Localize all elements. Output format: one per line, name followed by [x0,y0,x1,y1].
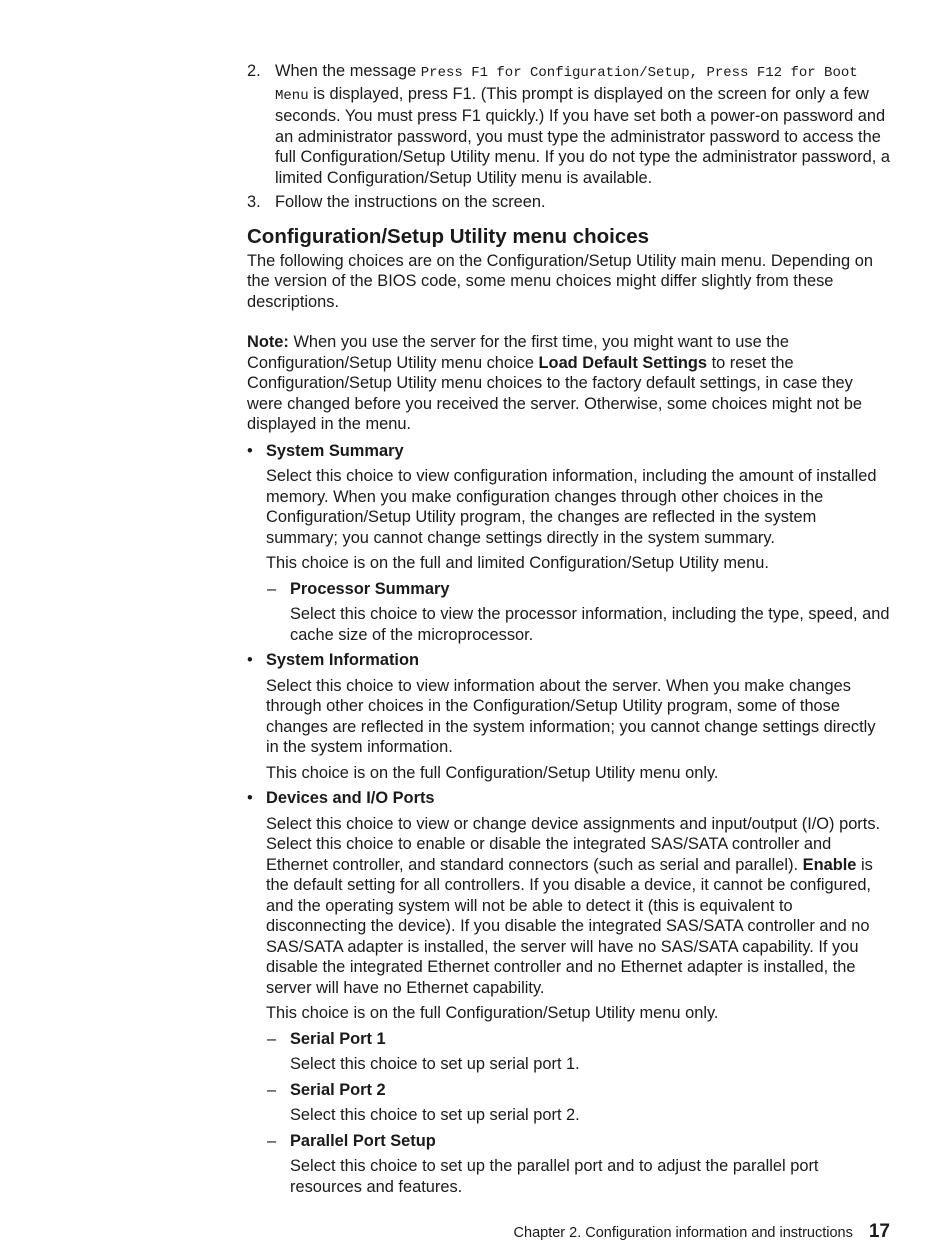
dash-marker: – [267,1131,277,1150]
devices-text-continued: is the default setting for all controllers. If you disable a device, it cannot be configured, and the operating system will not be able to detect it (this is equivalent to disconnecting the device). If you disable the integrated SAS/SATA controller and no SAS/SATA adapter is installed, the server will have no SAS/SATA capability. If you disable the integrated Ethernet controller and no Ethernet adapter is installed, the server will have no Ethernet capability. [266,855,873,997]
menu-item-devices-io-ports [247,788,892,809]
note-text-continued: to reset the Configuration/Setup Utility menu choices to the factory default settings, in case they were changed before you received the server. Otherwise, some choices might not be displayed in the menu. [247,353,862,433]
note-label: Note: [247,333,289,351]
devices-availability: This choice is on the full Configuration/Setup Utility menu only. [266,1004,719,1022]
bullet-marker: • [247,441,253,460]
menu-item-system-information [247,650,892,671]
bullet-marker: • [247,789,253,807]
step-number: 2. [247,62,261,80]
step-text: When the message [275,62,421,80]
step-number: 3. [247,193,261,211]
page-footer [514,1222,890,1244]
step-text: Follow the instructions on the screen. [275,193,546,211]
menu-item-title: System Summary [266,441,404,460]
menu-item-title: System Information [266,651,420,669]
submenu-item-serial-port-2 [247,1080,892,1101]
prompt-message-boot: Press F12 for Boot Menu [275,65,858,104]
devices-description [247,814,892,999]
page-number: 17 [868,1221,890,1242]
system-information-availability: This choice is on the full Configuration/Setup Utility menu only. [266,763,719,782]
submenu-item-title: Parallel Port Setup [290,1131,436,1150]
devices-text: Select this choice to view or change device assignments and input/output (I/O) ports. Select this choice to enable or disable the integrated SAS/SATA controller and Ethernet controller, and standard connectors (such as serial and parallel). [266,814,881,874]
system-information-description: Select this choice to view information about the server. When you make changes through other choices in the Configuration/Setup Utility program, some of those changes are reflected in the system information; you cannot change settings directly in the system information. [266,676,876,756]
submenu-item-parallel-port-setup [247,1131,892,1152]
step-2 [247,61,892,188]
parallel-port-setup-description: Select this choice to set up the parallel port and to adjust the parallel port resources and features. [290,1157,819,1196]
dash-marker: – [267,579,277,598]
prompt-message-setup: Press F1 for Configuration/Setup [420,65,690,81]
bullet-marker: • [247,651,253,669]
dash-marker: – [267,1029,277,1048]
note-text: When you use the server for the first time, you might want to use the Configuration/Setup Utility menu choice [247,333,790,372]
intro-paragraph: The following choices are on the Configuration/Setup Utility main menu. Depending on the version of the BIOS code, some menu choices might differ slightly from these descriptions. [247,251,873,311]
menu-item-system-summary [247,441,892,462]
section-heading: Configuration/Setup Utility menu choices [247,224,650,248]
steps-list [247,61,892,213]
submenu-item-title: Serial Port 2 [290,1080,386,1099]
step-text-continued: is displayed, press F1. (This prompt is displayed on the screen for only a few seconds. You must press F1 quickly.) If you have set both a power-on password and an administrator password, you must type the administrator password to access the full Configuration/Setup Utility menu. If you do not type the administrator password, a limited Configuration/Setup Utility menu is available. [275,84,890,187]
system-summary-description: Select this choice to view configuration information, including the amount of installed memory. When you make configuration changes through other choices in the Configuration/Setup Utility program, the changes are reflected in the system summary; you cannot change settings directly in the system summary. [266,467,877,547]
system-summary-availability: This choice is on the full and limited Configuration/Setup Utility menu. [266,554,769,572]
serial-port-1-description: Select this choice to set up serial port 1. [290,1055,580,1073]
serial-port-2-description: Select this choice to set up serial port 2. [290,1106,580,1124]
chapter-title: Chapter 2. Configuration information and instructions [513,1225,853,1241]
prompt-separator: , [689,65,707,81]
submenu-item-title: Processor Summary [290,579,450,598]
submenu-item-processor-summary [247,579,892,600]
dash-marker: – [267,1080,277,1099]
note-paragraph [247,332,892,435]
load-default-settings-term: Load Default Settings [538,353,708,372]
step-3 [247,192,892,213]
enable-term: Enable [802,855,857,874]
submenu-item-serial-port-1 [247,1029,892,1050]
menu-item-title: Devices and I/O Ports [266,789,435,807]
document-page [247,61,892,1202]
submenu-item-title: Serial Port 1 [290,1029,386,1048]
processor-summary-description: Select this choice to view the processor information, including the type, speed, and cache size of the microprocessor. [290,605,890,644]
